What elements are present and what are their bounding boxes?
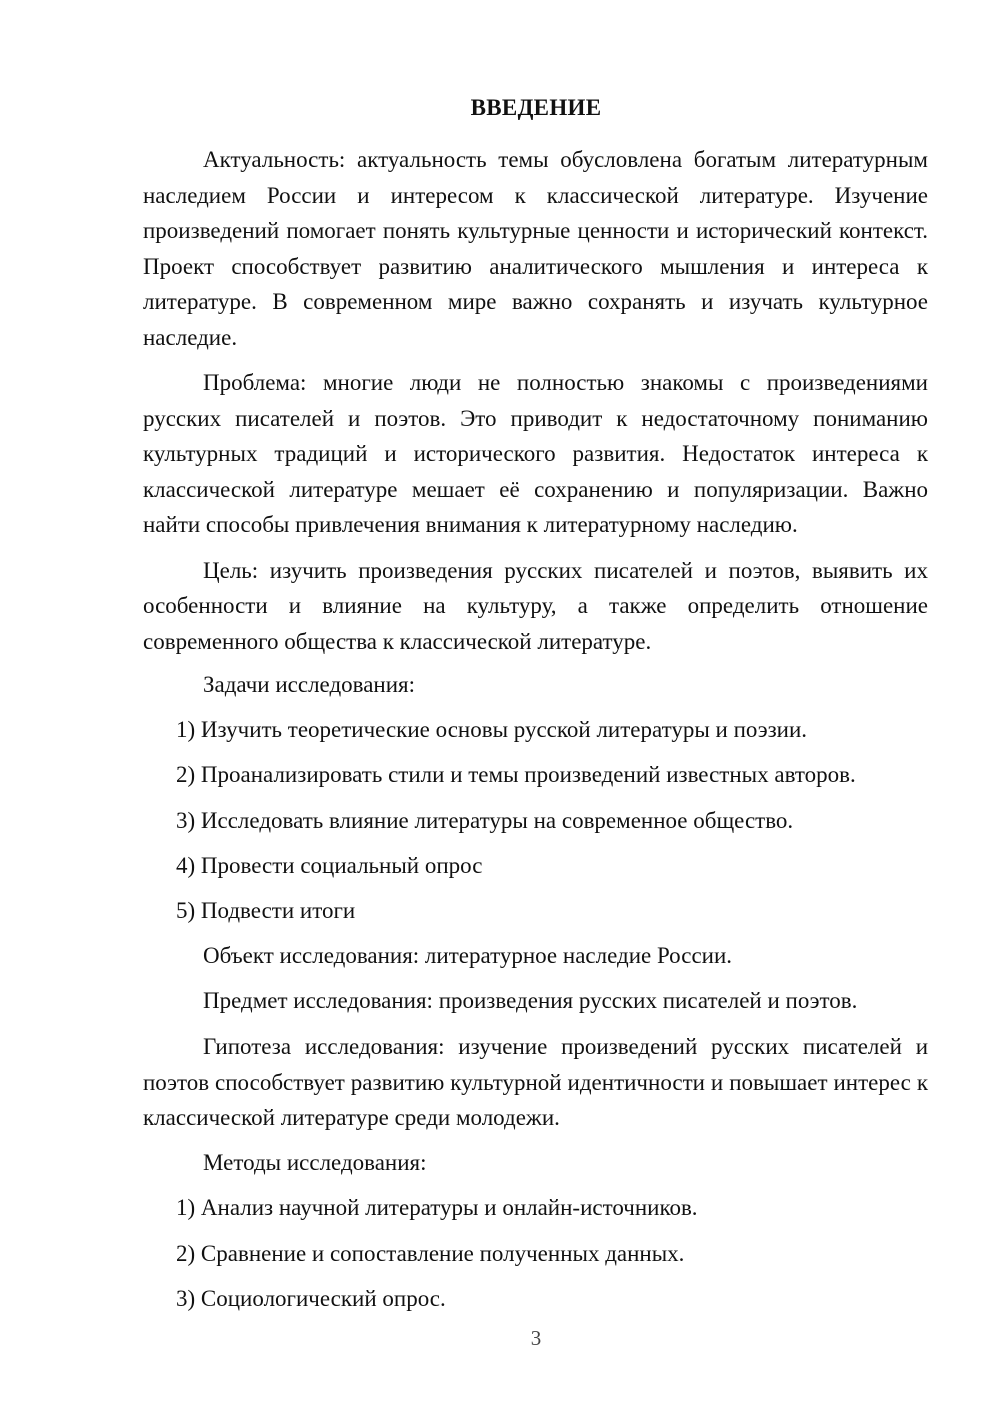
relevance-paragraph: Актуальность: актуальность темы обусловлена богатым литературным наследием России и интересом к классической литературе. Изучение произведений помогает понять культурные ценности и исторический контекст. Проект способствует развитию аналитического мышления и интереса к литературе. В современном мире важно сохранять и изучать культурное наследие. bbox=[143, 147, 928, 350]
task-item: 3) Исследовать влияние литературы на современное общество. bbox=[176, 808, 794, 833]
task-item: 5) Подвести итоги bbox=[176, 898, 356, 923]
research-object: Объект исследования: литературное наследие России. bbox=[203, 943, 733, 968]
research-subject: Предмет исследования: произведения русских писателей и поэтов. bbox=[203, 988, 858, 1013]
task-item: 1) Изучить теоретические основы русской литературы и поэзии. bbox=[176, 717, 808, 742]
problem-paragraph: Проблема: многие люди не полностью знакомы с произведениями русских писателей и поэтов. Это приводит к недостаточному пониманию культурных традиций и исторического развития. Недостаток интереса к классической литературе мешает её сохранению и популяризации. Важно найти способы привлечения внимания к литературному наследию. bbox=[143, 370, 928, 537]
task-item: 4) Провести социальный опрос bbox=[176, 853, 483, 878]
page-number: 3 bbox=[530, 1326, 542, 1350]
goal-paragraph: Цель: изучить произведения русских писателей и поэтов, выявить их особенности и влияние на культуру, а также определить отношение современного общества к классической литературе. bbox=[143, 557, 928, 654]
task-item: 2) Проанализировать стили и темы произведений известных авторов. bbox=[176, 762, 856, 787]
intro-paragraphs bbox=[143, 142, 928, 659]
method-item: 3) Социологический опрос. bbox=[176, 1286, 446, 1311]
hypothesis-block bbox=[143, 1029, 928, 1136]
tasks-heading: Задачи исследования: bbox=[203, 672, 416, 697]
methods-heading: Методы исследования: bbox=[203, 1150, 427, 1175]
method-item: 2) Сравнение и сопоставление полученных данных. bbox=[176, 1241, 685, 1266]
page-title: ВВЕДЕНИЕ bbox=[470, 95, 602, 120]
method-item: 1) Анализ научной литературы и онлайн-источников. bbox=[176, 1195, 698, 1220]
hypothesis-paragraph: Гипотеза исследования: изучение произведений русских писателей и поэтов способствует развитию культурной идентичности и повышает интерес к классической литературе среди молодежи. bbox=[143, 1034, 928, 1130]
